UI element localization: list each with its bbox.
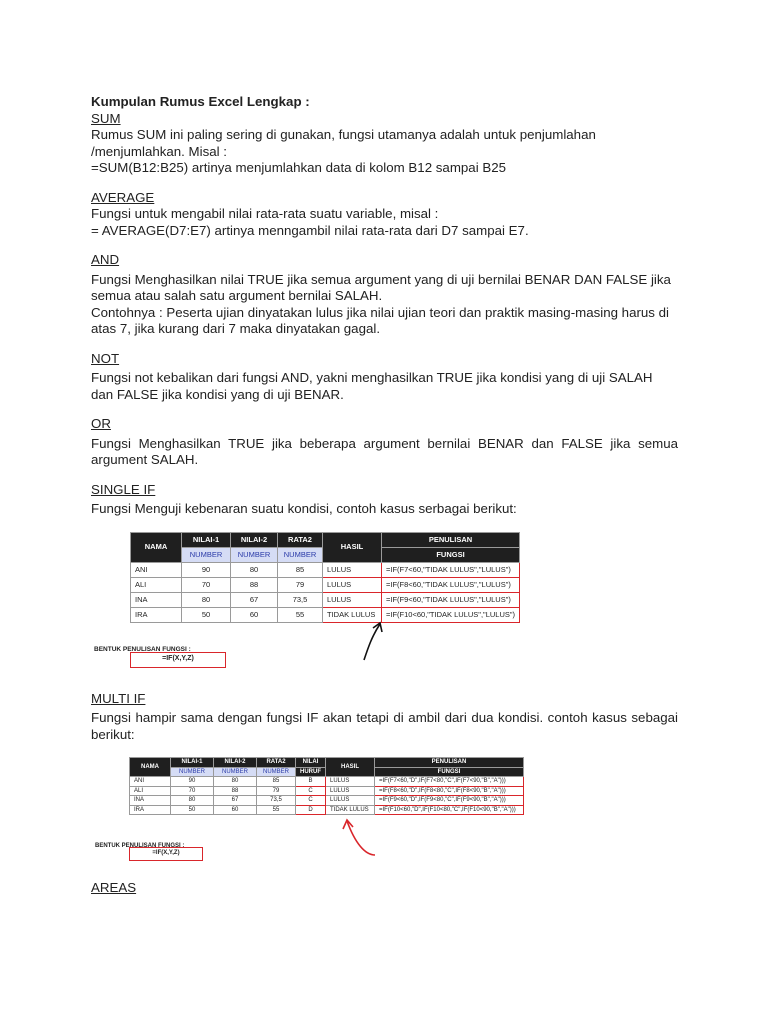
table-cell: 73,5	[257, 796, 296, 806]
bentuk-penulisan-box: =IF(X,Y,Z)	[130, 652, 226, 668]
table-cell: 67	[231, 592, 278, 607]
table-cell: INA	[130, 796, 171, 806]
table-row	[130, 786, 524, 796]
heading-single-if: SINGLE IF	[91, 481, 156, 497]
bentuk-penulisan-box: =IF(X,Y,Z)	[129, 847, 203, 861]
table-header-cell: NAMA	[131, 532, 182, 562]
multi-if-table	[129, 757, 524, 815]
table-cell: 80	[214, 777, 257, 787]
not-text: Fungsi not kebalikan dari fungsi AND, yakni menghasilkan TRUE jika kondisi yang di uji SALAH dan FALSE jika kondisi yang di uji BENAR.	[91, 370, 653, 402]
table-header-cell: HASIL	[326, 758, 375, 777]
average-line-2: = AVERAGE(D7:E7) artinya menngambil nilai rata-rata dari D7 sampai E7.	[91, 222, 529, 238]
section-sum	[91, 111, 678, 177]
table-cell: IRA	[131, 607, 182, 622]
document-body	[91, 94, 678, 897]
section-or	[91, 416, 678, 469]
sum-line-2: /menjumlahkan. Misal :	[91, 143, 227, 159]
hand-drawn-arrow-icon	[360, 620, 390, 662]
table-cell: LULUS	[323, 562, 382, 577]
table-cell: 55	[257, 805, 296, 815]
single-if-table-image	[90, 532, 678, 677]
table-header-cell: HASIL	[323, 532, 382, 562]
table-cell: 88	[231, 577, 278, 592]
table-cell: =IF(F9<60,"D",IF(F9<80,"C",IF(F9<90,"B","A")))	[375, 796, 524, 806]
table-row	[130, 805, 524, 815]
table-cell: 79	[257, 786, 296, 796]
table-cell: C	[296, 796, 326, 806]
table-row	[130, 777, 524, 787]
table-cell: B	[296, 777, 326, 787]
hand-drawn-red-arrow-icon	[341, 817, 381, 859]
and-text-2: Contohnya : Peserta ujian dinyatakan lulus jika nilai ujian teori dan praktik masing-masing harus di atas 7, jika kurang dari 7 maka dinyatakan gagal.	[91, 304, 669, 336]
heading-and: AND	[91, 252, 120, 267]
and-text-1: Fungsi Menghasilkan nilai TRUE jika semua argument yang di uji bernilai BENAR DAN FALSE jika semua atau salah satu argument bernilai SALAH.	[91, 271, 671, 303]
heading-multi-if: MULTI IF	[91, 690, 146, 706]
table-header-cell: PENULISAN	[375, 758, 524, 768]
table-cell: 80	[171, 796, 214, 806]
table-cell: =IF(F10<60,"D",IF(F10<80,"C",IF(F10<90,"B","A")))	[375, 805, 524, 815]
table-header-cell: RATA2	[257, 758, 296, 768]
table-subheader-cell: FUNGSI	[382, 547, 520, 562]
single-if-text: Fungsi Menguji kebenaran suatu kondisi, contoh kasus serbagai berikut:	[91, 501, 517, 516]
table-header-row	[130, 758, 524, 768]
table-cell: 67	[214, 796, 257, 806]
table-cell: INA	[131, 592, 182, 607]
document-title: Kumpulan Rumus Excel Lengkap :	[91, 94, 310, 109]
table-cell: ALI	[130, 786, 171, 796]
table-cell: =IF(F9<60,"TIDAK LULUS","LULUS")	[382, 592, 520, 607]
table-cell: =IF(F7<60,"D",IF(F7<80,"C",IF(F7<90,"B","A")))	[375, 777, 524, 787]
table-cell: 88	[214, 786, 257, 796]
section-multi-if	[91, 691, 678, 873]
table-cell: ANI	[131, 562, 182, 577]
table-cell: C	[296, 786, 326, 796]
table-subheader-cell: NUMBER	[214, 767, 257, 777]
table-cell: D	[296, 805, 326, 815]
heading-or: OR	[91, 416, 111, 431]
table-cell: LULUS	[323, 592, 382, 607]
table-subheader-cell: NUMBER	[171, 767, 214, 777]
heading-sum: SUM	[91, 110, 121, 126]
table-header-cell: NILAI-1	[171, 758, 214, 768]
table-cell: TIDAK LULUS	[323, 607, 382, 622]
average-line-1: Fungsi untuk mengabil nilai rata-rata suatu variable, misal :	[91, 206, 439, 221]
table-cell: 73,5	[278, 592, 323, 607]
table-cell: IRA	[130, 805, 171, 815]
section-areas	[91, 880, 678, 897]
bentuk-penulisan-label: BENTUK PENULISAN FUNGSI :	[95, 843, 185, 849]
table-header-row	[131, 532, 520, 547]
table-header-cell: NAMA	[130, 758, 171, 777]
table-header-cell: NILAI	[296, 758, 326, 768]
table-header-cell: NILAI-1	[182, 532, 231, 547]
multi-if-table-image	[91, 757, 678, 872]
table-cell: =IF(F7<60,"TIDAK LULUS","LULUS")	[382, 562, 520, 577]
table-row	[131, 607, 520, 622]
table-cell: 90	[182, 562, 231, 577]
table-row	[131, 592, 520, 607]
table-cell: 70	[182, 577, 231, 592]
table-cell: 60	[214, 805, 257, 815]
table-header-cell: PENULISAN	[382, 532, 520, 547]
heading-not: NOT	[91, 350, 120, 366]
table-row	[131, 562, 520, 577]
table-subheader-cell: HURUF	[296, 767, 326, 777]
table-cell: 60	[231, 607, 278, 622]
table-subheader-cell: NUMBER	[278, 547, 323, 562]
table-cell: =IF(F10<60,"TIDAK LULUS","LULUS")	[382, 607, 520, 622]
table-subheader-cell: NUMBER	[231, 547, 278, 562]
table-cell: 90	[171, 777, 214, 787]
table-cell: 85	[278, 562, 323, 577]
table-subheader-cell: NUMBER	[182, 547, 231, 562]
section-and	[91, 252, 678, 338]
table-cell: ALI	[131, 577, 182, 592]
table-cell: 85	[257, 777, 296, 787]
table-cell: ANI	[130, 777, 171, 787]
table-cell: =IF(F8<60,"D",IF(F8<80,"C",IF(F8<90,"B","A")))	[375, 786, 524, 796]
table-cell: 70	[171, 786, 214, 796]
table-cell: LULUS	[323, 577, 382, 592]
table-cell: 55	[278, 607, 323, 622]
sum-line-3: =SUM(B12:B25) artinya menjumlahkan data di kolom B12 sampai B25	[91, 160, 507, 175]
table-cell: 79	[278, 577, 323, 592]
table-cell: 50	[171, 805, 214, 815]
or-text: Fungsi Menghasilkan TRUE jika beberapa argument bernilai BENAR dan FALSE jika semua argument SALAH.	[91, 435, 678, 467]
multi-if-text: Fungsi hampir sama dengan fungsi IF akan tetapi di ambil dari dua kondisi. contoh kasus sebagai berikut:	[91, 710, 678, 742]
table-subheader-cell: FUNGSI	[375, 767, 524, 777]
table-header-cell: NILAI-2	[231, 532, 278, 547]
heading-areas: AREAS	[91, 880, 137, 895]
table-cell: LULUS	[326, 777, 375, 787]
table-cell: 80	[182, 592, 231, 607]
sum-line-1: Rumus SUM ini paling sering di gunakan, fungsi utamanya adalah untuk penjumlahan	[91, 127, 596, 142]
table-header-cell: NILAI-2	[214, 758, 257, 768]
section-average	[91, 190, 678, 240]
table-row	[131, 577, 520, 592]
heading-average: AVERAGE	[91, 189, 155, 205]
table-cell: LULUS	[326, 796, 375, 806]
table-cell: 80	[231, 562, 278, 577]
table-row	[130, 796, 524, 806]
table-header-cell: RATA2	[278, 532, 323, 547]
section-not	[91, 351, 678, 404]
table-cell: 50	[182, 607, 231, 622]
table-cell: TIDAK LULUS	[326, 805, 375, 815]
table-cell: =IF(F8<60,"TIDAK LULUS","LULUS")	[382, 577, 520, 592]
table-cell: LULUS	[326, 786, 375, 796]
section-single-if	[91, 482, 678, 677]
table-subheader-cell: NUMBER	[257, 767, 296, 777]
bentuk-penulisan-label: BENTUK PENULISAN FUNGSI :	[94, 645, 191, 653]
single-if-table	[130, 532, 520, 623]
